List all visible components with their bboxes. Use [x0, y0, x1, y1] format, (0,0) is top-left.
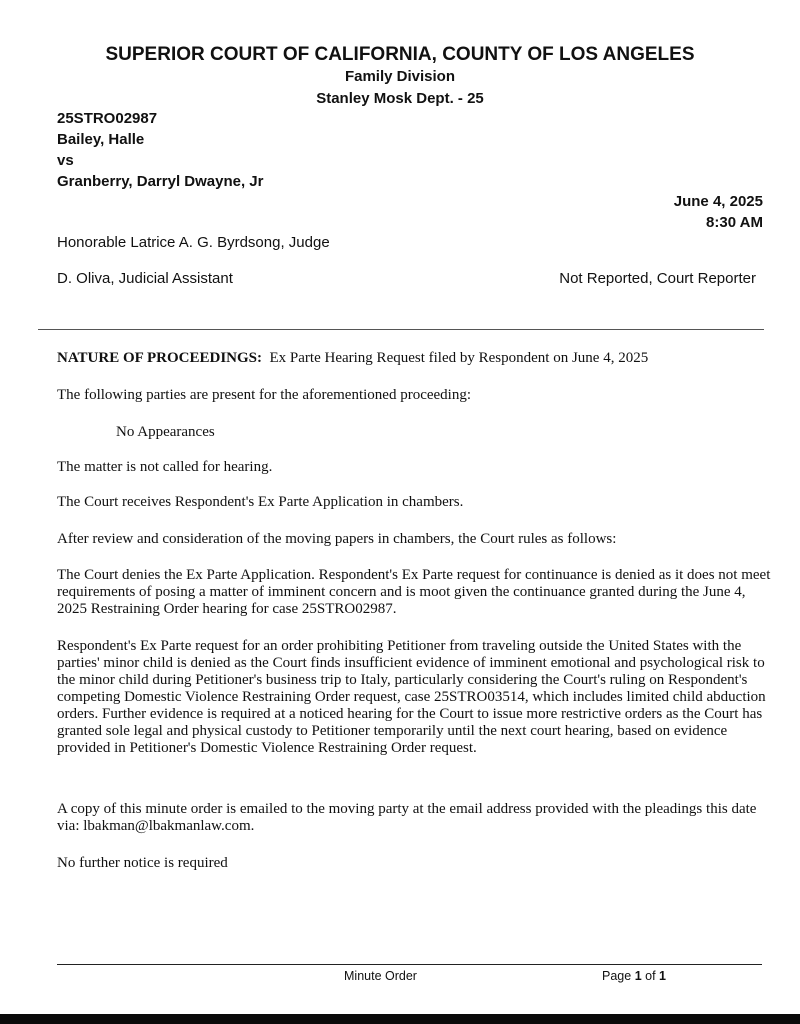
footer-document-type: Minute Order — [344, 969, 417, 983]
bottom-edge-band — [0, 1014, 800, 1024]
nature-label: NATURE OF PROCEEDINGS: — [57, 350, 263, 366]
hearing-time: 8:30 AM — [706, 214, 763, 231]
page-of: of — [645, 969, 656, 983]
ruling-continuance-paragraph: The Court denies the Ex Parte Application. Respondent's Ex Parte request for continuance is denied as it does not meet requirements of posing a matter of imminent concern and is moot given the continuance granted during the June 4, 2025 Restraining Order hearing for case 25STRO02987. — [57, 567, 771, 617]
not-called-text: The matter is not called for hearing. — [57, 459, 273, 475]
nature-of-proceedings — [57, 350, 772, 367]
email-copy-paragraph: A copy of this minute order is emailed to the moving party at the email address provided with the pleadings this date via: lbakman@lbakmanlaw.com. — [57, 801, 757, 834]
case-number: 25STRO02987 — [57, 110, 158, 127]
court-title: SUPERIOR COURT OF CALIFORNIA, COUNTY OF LOS ANGELES — [105, 44, 695, 65]
appearances-text: No Appearances — [116, 424, 215, 440]
hearing-date: June 4, 2025 — [673, 193, 763, 210]
judge-name: Honorable Latrice A. G. Byrdsong, Judge — [57, 234, 330, 251]
division-name: Family Division — [344, 68, 456, 85]
versus-label: vs — [57, 152, 74, 169]
footer-divider — [57, 964, 762, 965]
respondent-name: Granberry, Darryl Dwayne, Jr — [57, 173, 264, 190]
ruling-travel-paragraph: Respondent's Ex Parte request for an order prohibiting Petitioner from traveling outside the United States with the parties' minor child is denied as the Court finds insufficient evidence of imminent emotional and psychological risk to the minor child during Petitioner's business trip to Italy, particularly considering the Court's ruling on Respondent's competing Domestic Violence Restraining Order request, case 25STRO03514, which includes limited child abduction orders. Further evidence is required at a noticed hearing for the Court to issue more restrictive orders as the Court has granted sole legal and physical custody to Petitioner temporarily until the next court hearing, based on evidence provided in Petitioner's Domestic Violence Restraining Order request. — [57, 638, 766, 756]
judicial-assistant: D. Oliva, Judicial Assistant — [57, 270, 233, 287]
footer-page-number — [602, 969, 666, 983]
no-further-notice-text: No further notice is required — [57, 855, 228, 871]
header-divider — [38, 329, 764, 330]
page-current: 1 — [634, 969, 642, 983]
page-total: 1 — [659, 969, 666, 983]
parties-present-text: The following parties are present for the aforementioned proceeding: — [57, 387, 472, 403]
receives-text: The Court receives Respondent's Ex Parte Application in chambers. — [57, 494, 464, 510]
court-reporter: Not Reported, Court Reporter — [559, 270, 756, 287]
department-name: Stanley Mosk Dept. - 25 — [316, 90, 484, 107]
after-review-text: After review and consideration of the moving papers in chambers, the Court rules as follows: — [57, 531, 617, 547]
page-prefix: Page — [602, 969, 632, 983]
nature-text: Ex Parte Hearing Request filed by Respondent on June 4, 2025 — [269, 350, 649, 366]
petitioner-name: Bailey, Halle — [57, 131, 145, 148]
